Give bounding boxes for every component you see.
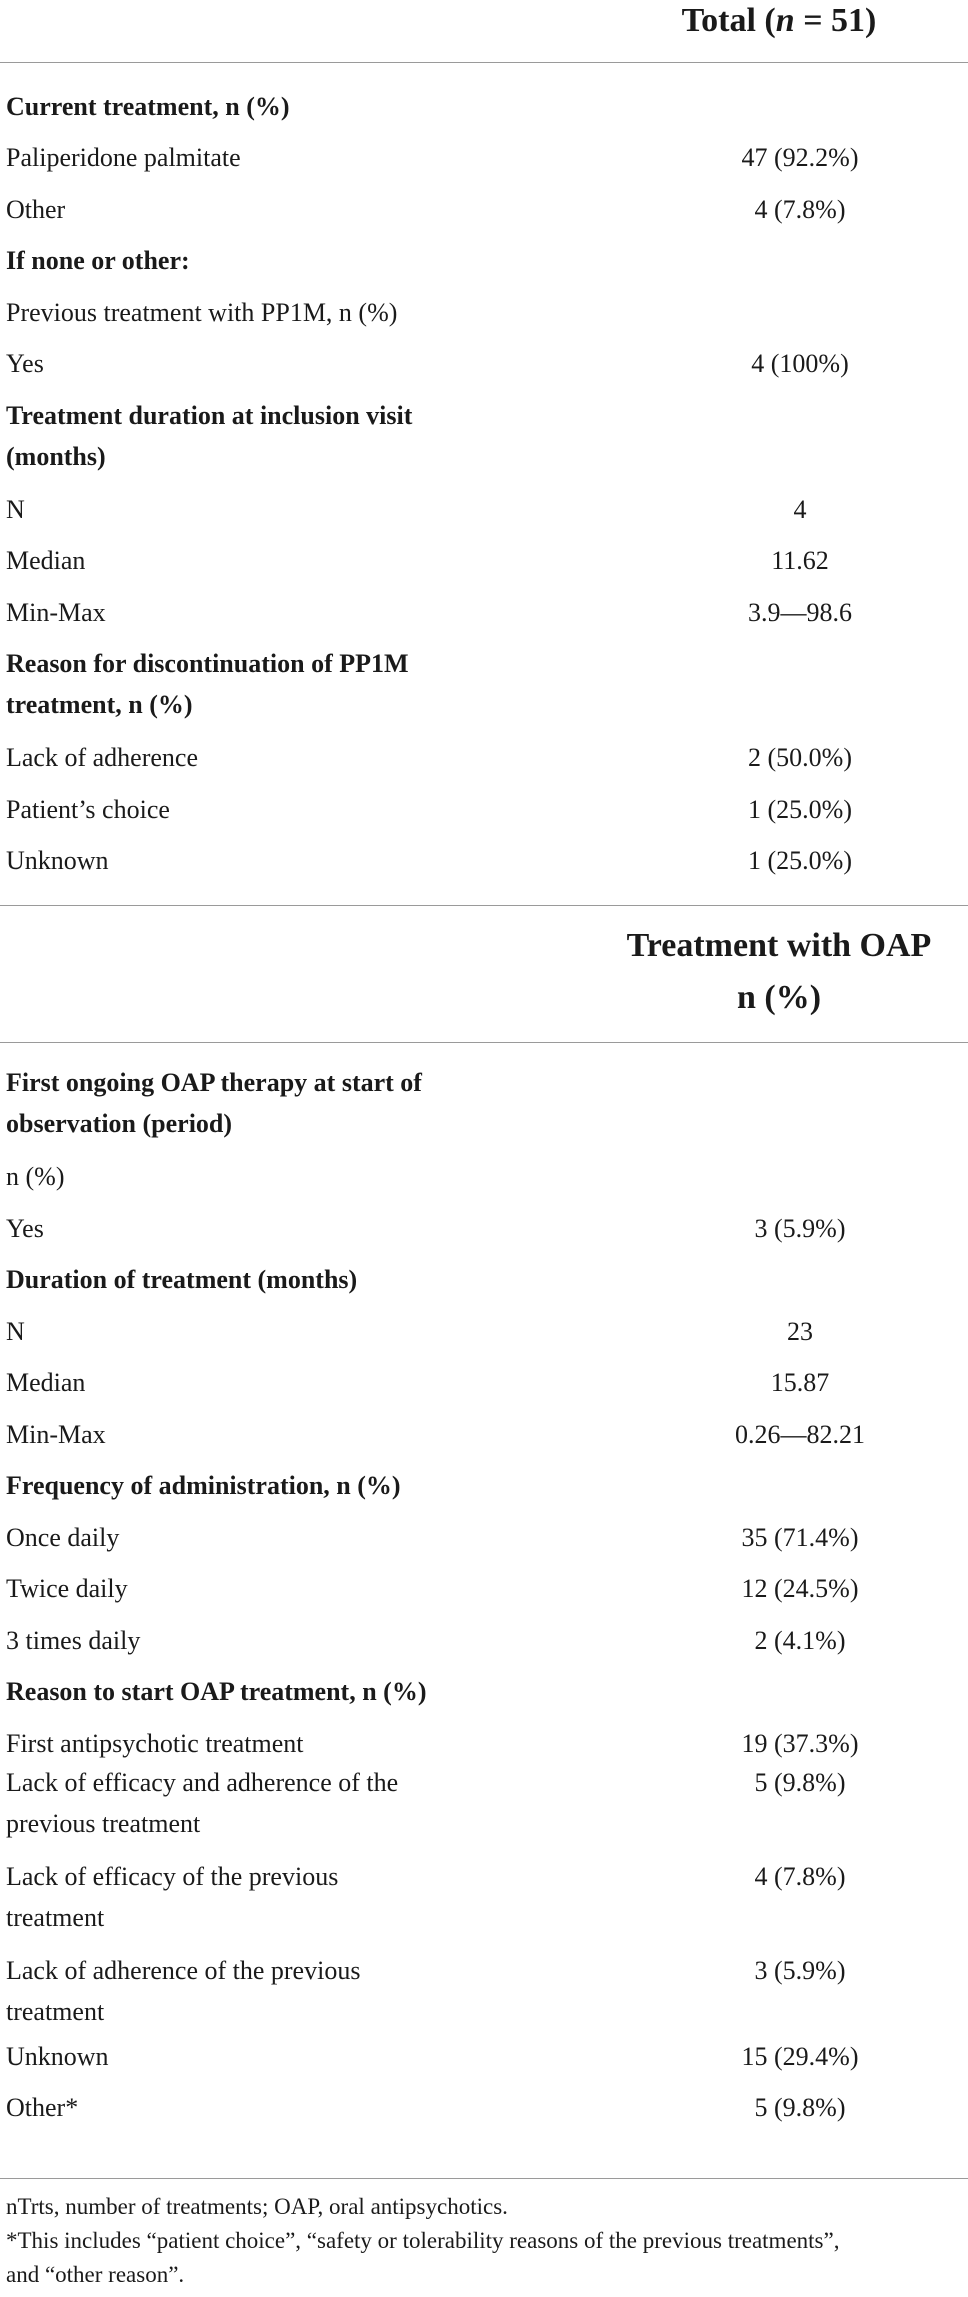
header-suffix: = 51) bbox=[794, 2, 877, 39]
row-label bbox=[6, 1208, 486, 1249]
row-label-line: Yes bbox=[6, 1214, 44, 1243]
row-label bbox=[6, 1362, 486, 1403]
header-n: n bbox=[775, 2, 795, 39]
row-label bbox=[6, 1671, 486, 1712]
row-label bbox=[6, 1762, 486, 1844]
row-label bbox=[6, 292, 486, 333]
row-value: 3 (5.9%) bbox=[754, 1214, 846, 1243]
row-value: 23 bbox=[787, 1317, 813, 1346]
row-label-line: Median bbox=[6, 1368, 86, 1397]
row-label-line: Reason to start OAP treatment, n (%) bbox=[6, 1677, 427, 1706]
row-value: 3 (5.9%) bbox=[754, 1956, 846, 1985]
row-value: 5 (9.8%) bbox=[754, 2093, 846, 2122]
row-value: 2 (4.1%) bbox=[754, 1626, 846, 1655]
row-value: 12 (24.5%) bbox=[741, 1574, 859, 1603]
row-label-line: treatment bbox=[6, 1997, 105, 2026]
row-label bbox=[6, 1156, 486, 1197]
row-value: 1 (25.0%) bbox=[748, 795, 852, 824]
row-value: 11.62 bbox=[771, 546, 829, 575]
row-label bbox=[6, 240, 486, 281]
row-label-line: Unknown bbox=[6, 2042, 109, 2071]
row-label-line: previous treatment bbox=[6, 1809, 201, 1838]
row-value: 4 (7.8%) bbox=[754, 1862, 846, 1891]
row-label bbox=[6, 1620, 486, 1661]
bottom-divider bbox=[0, 2178, 968, 2179]
row-label bbox=[6, 1723, 486, 1764]
oap-header-divider bbox=[0, 1042, 968, 1043]
row-label-line: (months) bbox=[6, 442, 106, 471]
row-label-line: Treatment duration at inclusion visit bbox=[6, 401, 413, 430]
row-label bbox=[6, 1856, 486, 1938]
row-value: 35 (71.4%) bbox=[741, 1523, 859, 1552]
row-label bbox=[6, 643, 486, 725]
row-label bbox=[6, 1259, 486, 1300]
row-label-line: If none or other: bbox=[6, 246, 190, 275]
row-label bbox=[6, 1568, 486, 1609]
row-label bbox=[6, 1414, 486, 1455]
row-label bbox=[6, 1311, 486, 1352]
row-value: 3.9—98.6 bbox=[748, 598, 852, 627]
row-label-line: Lack of efficacy of the previous bbox=[6, 1862, 339, 1891]
row-label bbox=[6, 189, 486, 230]
row-label-line: Unknown bbox=[6, 846, 109, 875]
row-label bbox=[6, 1465, 486, 1506]
row-value: 4 (7.8%) bbox=[754, 195, 846, 224]
row-label bbox=[6, 1950, 486, 2032]
row-label-line: Lack of adherence bbox=[6, 743, 198, 772]
row-label-line: Yes bbox=[6, 349, 44, 378]
row-label-line: Once daily bbox=[6, 1523, 120, 1552]
row-label-line: Frequency of administration, n (%) bbox=[6, 1471, 401, 1500]
row-label bbox=[6, 395, 486, 477]
row-label-line: Min-Max bbox=[6, 598, 106, 627]
row-value: 5 (9.8%) bbox=[754, 1768, 846, 1797]
row-value: 47 (92.2%) bbox=[741, 143, 859, 172]
row-label-line: Duration of treatment (months) bbox=[6, 1265, 358, 1294]
row-value: 2 (50.0%) bbox=[748, 743, 852, 772]
row-value: 4 bbox=[793, 495, 807, 524]
oap-header-line2: n (%) bbox=[736, 979, 822, 1016]
row-label bbox=[6, 592, 486, 633]
oap-column-header bbox=[590, 920, 968, 1024]
footnote-other-definition-cont: and “other reason”. bbox=[6, 2262, 185, 2287]
row-label-line: Paliperidone palmitate bbox=[6, 143, 241, 172]
row-label-line: N bbox=[6, 1317, 25, 1346]
row-label bbox=[6, 86, 486, 127]
row-label bbox=[6, 840, 486, 881]
row-label-line: Twice daily bbox=[6, 1574, 128, 1603]
row-label-line: Current treatment, n (%) bbox=[6, 92, 290, 121]
row-value: 15 (29.4%) bbox=[741, 2042, 859, 2071]
row-label bbox=[6, 2036, 486, 2077]
row-label bbox=[6, 540, 486, 581]
row-label-line: Other bbox=[6, 195, 66, 224]
row-value: 4 (100%) bbox=[751, 349, 849, 378]
row-label bbox=[6, 737, 486, 778]
row-label-line: Reason for discontinuation of PP1M bbox=[6, 649, 409, 678]
row-label-line: Other* bbox=[6, 2093, 79, 2122]
section-divider bbox=[0, 905, 968, 906]
row-label bbox=[6, 789, 486, 830]
row-label bbox=[6, 2087, 486, 2128]
row-label-line: Min-Max bbox=[6, 1420, 106, 1449]
row-label-line: 3 times daily bbox=[6, 1626, 141, 1655]
row-value: 0.26—82.21 bbox=[735, 1420, 865, 1449]
row-value: 15.87 bbox=[770, 1368, 830, 1397]
row-label-line: First ongoing OAP therapy at start of bbox=[6, 1068, 422, 1097]
row-label-line: N bbox=[6, 495, 25, 524]
row-label-line: n (%) bbox=[6, 1162, 65, 1191]
row-label bbox=[6, 1062, 486, 1144]
row-label-line: Previous treatment with PP1M, n (%) bbox=[6, 298, 398, 327]
header-divider bbox=[0, 62, 968, 63]
row-value: 1 (25.0%) bbox=[748, 846, 852, 875]
footnotes bbox=[6, 2190, 956, 2292]
row-value: 19 (37.3%) bbox=[741, 1729, 859, 1758]
row-label-line: Median bbox=[6, 546, 86, 575]
header-prefix: Total ( bbox=[681, 2, 776, 39]
row-label bbox=[6, 137, 486, 178]
oap-header-line1: Treatment with OAP bbox=[626, 927, 932, 964]
footnote-other-definition: *This includes “patient choice”, “safety or tolerability reasons of the previous treatments”, bbox=[6, 2228, 840, 2253]
row-label-line: Patient’s choice bbox=[6, 795, 170, 824]
total-column-header bbox=[590, 0, 968, 47]
row-label-line: treatment, n (%) bbox=[6, 690, 193, 719]
row-label bbox=[6, 343, 486, 384]
row-label bbox=[6, 489, 486, 530]
row-label-line: treatment bbox=[6, 1903, 105, 1932]
row-label bbox=[6, 1517, 486, 1558]
row-label-line: First antipsychotic treatment bbox=[6, 1729, 304, 1758]
footnote-abbreviations: nTrts, number of treatments; OAP, oral antipsychotics. bbox=[6, 2194, 508, 2219]
row-label-line: Lack of efficacy and adherence of the bbox=[6, 1768, 399, 1797]
row-label-line: Lack of adherence of the previous bbox=[6, 1956, 361, 1985]
row-label-line: observation (period) bbox=[6, 1109, 233, 1138]
